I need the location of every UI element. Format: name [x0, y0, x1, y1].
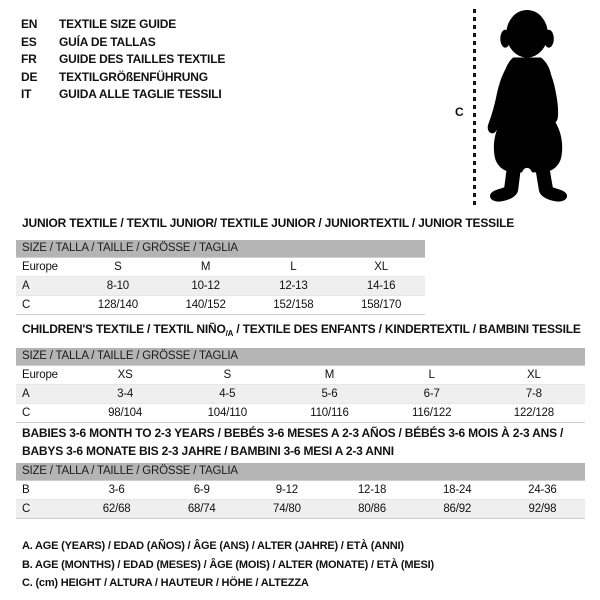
footnote-b: B. AGE (MONTHS) / EDAD (MESES) / ÂGE (MOIS) / ALTER (MONATE) / ETÀ (MESI) [22, 558, 434, 571]
babies-heading-line2: BABYS 3-6 MONATE BIS 2-3 JAHRE / BAMBINI 3-6 MESI A 2-3 ANNI [22, 444, 394, 458]
junior-section-heading: JUNIOR TEXTILE / TEXTIL JUNIOR/ TEXTILE JUNIOR / JUNIORTEXTIL / JUNIOR TESSILE [22, 216, 515, 230]
children-section-heading [22, 322, 581, 336]
children-heading-sub: /A [225, 329, 234, 338]
lang-row-it [21, 86, 225, 104]
cell: XL [527, 368, 541, 381]
babies-section-heading [22, 424, 563, 460]
table-row-europe [16, 365, 585, 384]
lang-label: TEXTILE SIZE GUIDE [59, 17, 177, 31]
cell: 6-9 [193, 483, 210, 496]
row-label: Europe [22, 260, 58, 273]
cell: 18-24 [442, 483, 472, 496]
cell: 80/86 [358, 502, 386, 515]
cell: XL [374, 260, 388, 273]
table-header-row [16, 240, 425, 257]
size-header-cell: SIZE / TALLA / TAILLE / GRÖSSE / TAGLIA [16, 463, 585, 480]
lang-row-en [21, 16, 225, 34]
lang-code: EN [21, 17, 38, 31]
lang-label: GUIDE DES TAILLES TEXTILE [59, 52, 226, 66]
lang-label: GUÍA DE TALLAS [59, 34, 156, 49]
babies-heading-line1: BABIES 3-6 MONTH TO 2-3 YEARS / BEBÉS 3-6 MESES A 2-3 AÑOS / BÉBÉS 3-6 MOIS À 2-3 ANS / [22, 426, 564, 440]
cell: 140/152 [185, 298, 226, 311]
height-measure-dashed-line [473, 9, 476, 206]
cell: L [428, 368, 435, 381]
lang-code: ES [21, 34, 37, 49]
cell: XS [117, 368, 133, 381]
cell: 62/68 [102, 502, 131, 515]
footnote-a: A. AGE (YEARS) / EDAD (AÑOS) / ÂGE (ANS) / ALTER (JAHRE) / ETÀ (ANNI) [22, 540, 404, 552]
children-size-table [16, 348, 585, 423]
row-label: C [22, 502, 31, 515]
cell: 98/104 [108, 406, 143, 419]
lang-label: GUIDA ALLE TAGLIE TESSILI [59, 87, 222, 101]
cell: 24-36 [528, 483, 557, 496]
cell: 3-4 [117, 387, 134, 400]
size-header-cell: SIZE / TALLA / TAILLE / GRÖSSE / TAGLIA [16, 240, 425, 257]
lang-code: FR [21, 52, 37, 66]
cell: 152/158 [273, 298, 314, 311]
footnote-c: C. (cm) HEIGHT / ALTURA / HAUTEUR / HÖHE / ALTEZZA [22, 577, 309, 589]
junior-size-table [16, 240, 425, 315]
table-row-height [16, 403, 585, 422]
row-label: Europe [22, 368, 58, 381]
cell: M [200, 260, 211, 273]
cell: 6-7 [423, 387, 440, 400]
toddler-silhouette-icon [481, 8, 581, 206]
footnotes [22, 537, 434, 593]
height-measure-label: C [455, 105, 464, 119]
row-label: C [22, 406, 31, 419]
table-row-height [16, 499, 585, 518]
row-label: B [22, 483, 30, 496]
cell: 122/128 [513, 406, 554, 419]
cell: 12-13 [279, 279, 308, 292]
table-header-row [16, 463, 585, 480]
lang-row-es [21, 34, 225, 52]
lang-row-fr [21, 51, 225, 69]
babies-size-table [16, 463, 585, 519]
cell: 68/74 [187, 502, 216, 515]
lang-code: IT [21, 87, 32, 101]
cell: 158/170 [361, 298, 402, 311]
table-row-europe [16, 257, 425, 276]
cell: 116/122 [411, 406, 452, 419]
cell: 74/80 [273, 502, 301, 515]
cell: 7-8 [525, 387, 542, 400]
cell: 128/140 [97, 298, 138, 311]
children-heading-pre: CHILDREN'S TEXTILE / TEXTIL NIÑO [22, 322, 226, 336]
cell: 10-12 [191, 279, 220, 292]
cell: 12-18 [357, 483, 387, 496]
table-header-row [16, 348, 585, 365]
cell: 5-6 [321, 387, 338, 400]
cell: 3-6 [108, 483, 125, 496]
cell: 14-16 [366, 279, 396, 292]
lang-code: DE [21, 69, 38, 84]
row-label: A [22, 387, 30, 400]
cell: 104/110 [207, 406, 247, 419]
cell: 92/98 [528, 502, 557, 515]
table-row-age [16, 384, 585, 403]
lang-row-de [21, 69, 225, 87]
cell: 4-5 [219, 387, 236, 400]
size-header-cell: SIZE / TALLA / TAILLE / GRÖSSE / TAGLIA [16, 348, 585, 365]
cell: S [223, 368, 232, 381]
cell: 86/92 [443, 502, 472, 515]
cell: L [290, 260, 297, 273]
row-label: C [22, 298, 31, 311]
cell: S [114, 260, 122, 273]
table-row-age [16, 276, 425, 295]
cell: 110/116 [310, 406, 349, 419]
cell: 9-12 [275, 483, 298, 496]
cell: 8-10 [106, 279, 129, 292]
lang-label: TEXTILGRÖßENFÜHRUNG [59, 69, 208, 84]
children-heading-post: / TEXTILE DES ENFANTS / KINDERTEXTIL / BAMBINI TESSILE [233, 322, 581, 336]
language-list [21, 16, 225, 104]
cell: M [324, 368, 335, 381]
row-label: A [22, 279, 30, 292]
table-row-height [16, 295, 425, 314]
table-row-age-months [16, 480, 585, 499]
